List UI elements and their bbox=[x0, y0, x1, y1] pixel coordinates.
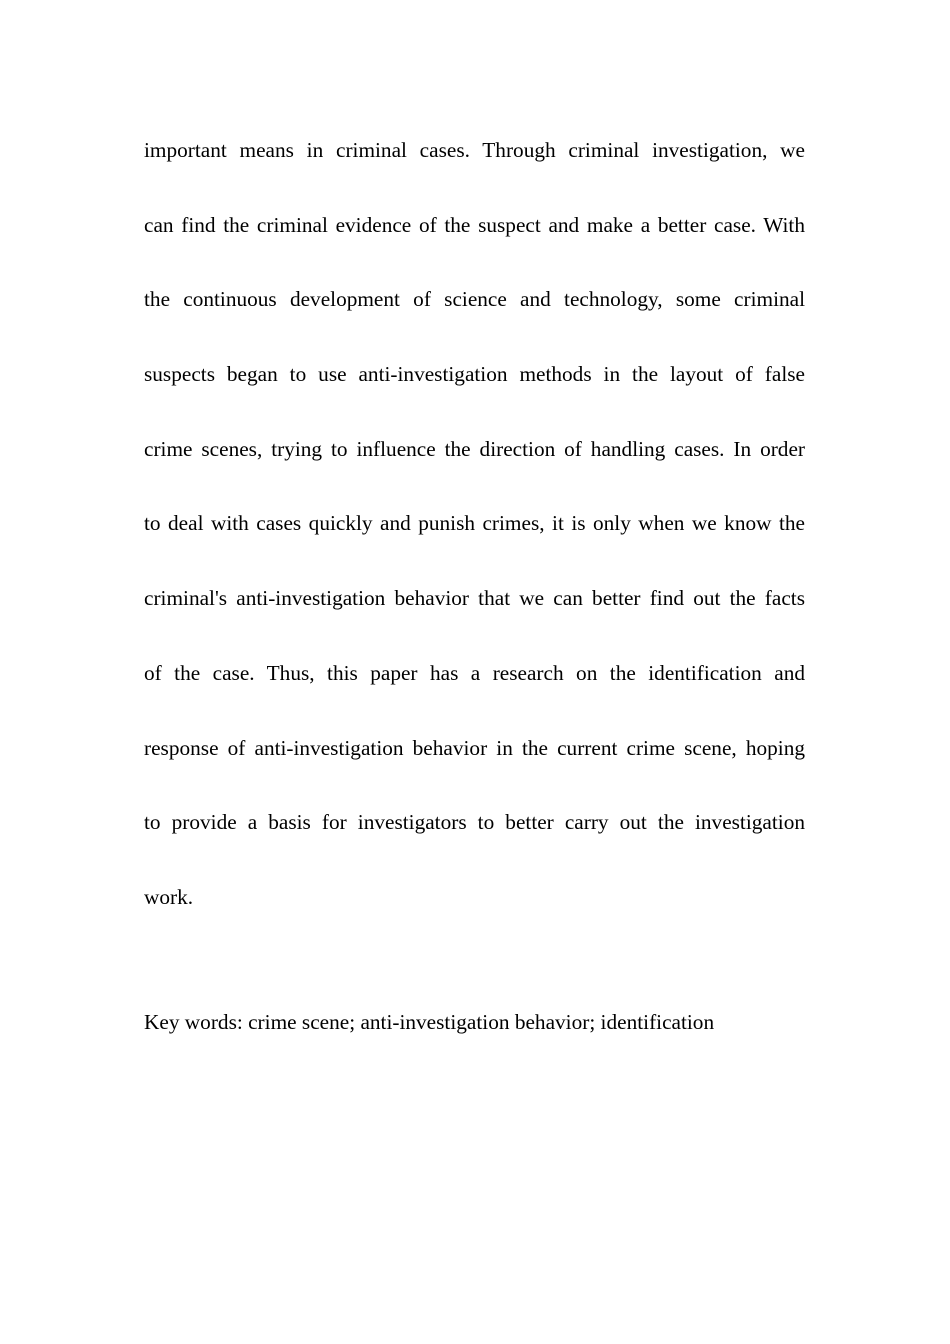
abstract-line: crime scenes, trying to influence the direction of handling cases. In order bbox=[144, 436, 805, 461]
abstract-line: of the case. Thus, this paper has a research on the identification and bbox=[144, 660, 805, 685]
abstract-line: to provide a basis for investigators to better carry out the investigation bbox=[144, 810, 805, 835]
abstract-line: suspects began to use anti-investigation methods in the layout of false bbox=[144, 362, 805, 387]
abstract-paragraph bbox=[144, 132, 805, 954]
abstract-line: work. bbox=[144, 884, 194, 909]
abstract-line: the continuous development of science and technology, some criminal bbox=[144, 287, 805, 312]
abstract-line: can find the criminal evidence of the suspect and make a better case. With bbox=[144, 212, 805, 237]
abstract-line: to deal with cases quickly and punish crimes, it is only when we know the bbox=[144, 511, 805, 536]
keywords-line: Key words: crime scene; anti-investigation behavior; identification bbox=[144, 1010, 715, 1034]
abstract-line: response of anti-investigation behavior in the current crime scene, hoping bbox=[144, 735, 805, 760]
abstract-line: important means in criminal cases. Through criminal investigation, we bbox=[144, 138, 805, 162]
abstract-line: criminal's anti-investigation behavior that we can better find out the facts bbox=[144, 586, 805, 611]
